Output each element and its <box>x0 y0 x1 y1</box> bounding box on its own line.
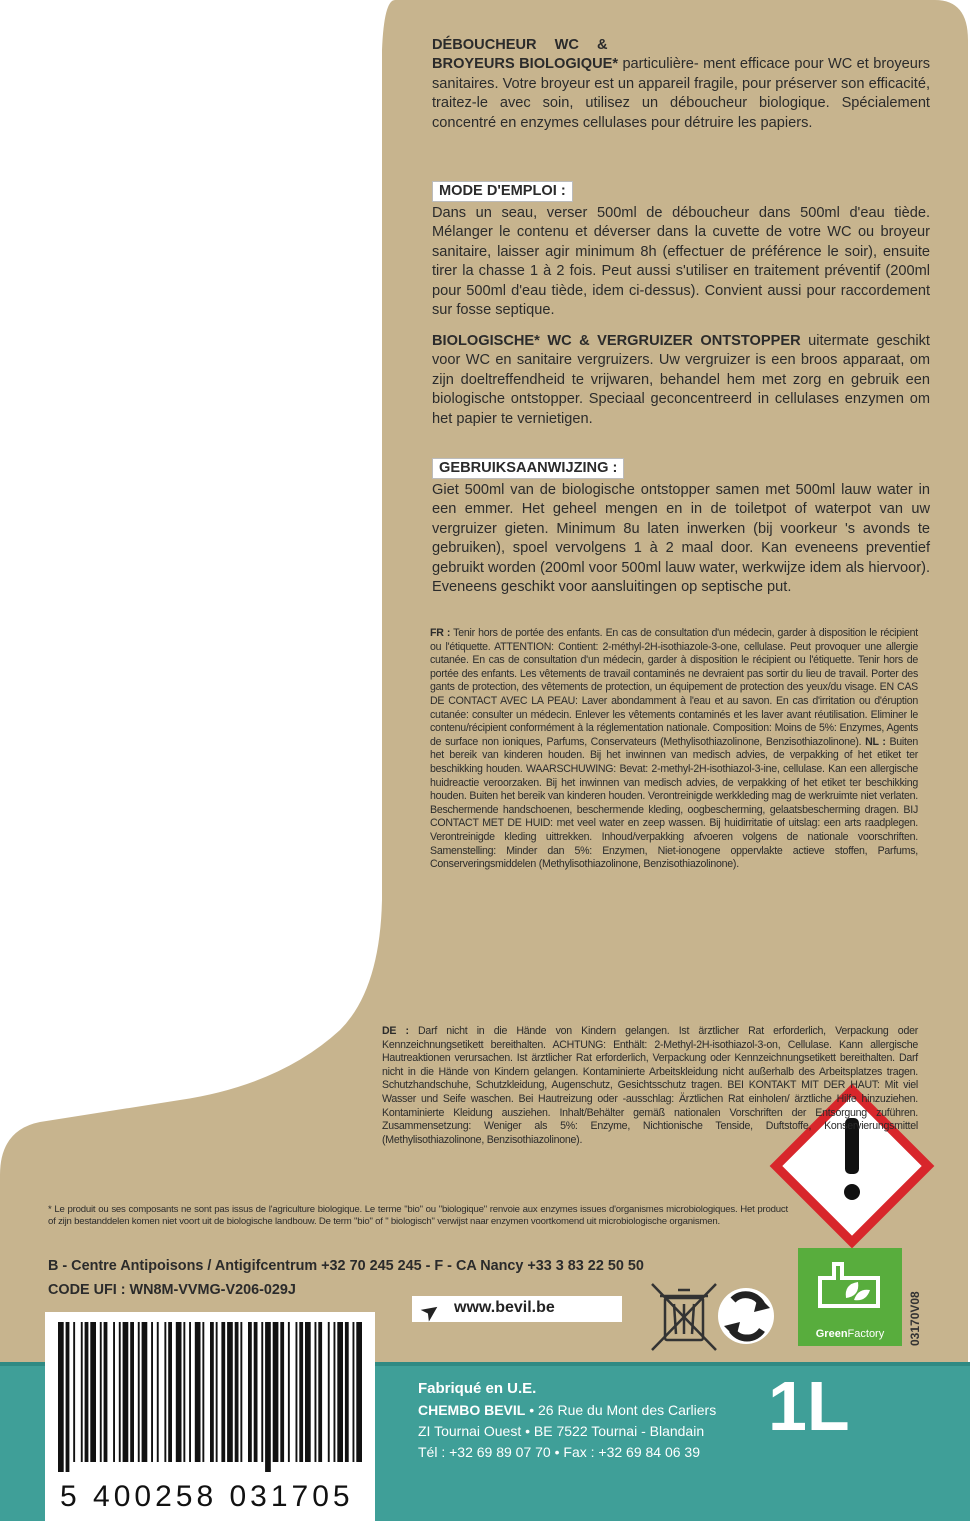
website-link[interactable] <box>412 1296 622 1326</box>
fr-safety-text: Tenir hors de portée des enfants. En cas de consultation d'un médecin, garder à disposition le récipient ou l'étiquette. ATTENTION: Contient: 2-méthyl-2H-isothiazole-3-one, cellulase. Peut provoquer une allergie cutanée. En cas de consultation d'un médecin, garder à disposition le récipient ou l'étiquette. Tenir hors de portée des enfants. Les vêtements de travail contaminés ne devraient pas sortir du lieu de travail. Porter des gants de protection, des vêtements de protection, un équipement de protection des yeux/du visage. EN CAS DE CONTACT AVEC LA PEAU: Laver abondamment à l'eau et au savon. En cas d'irritation ou d'éruption cutanée: consulter un médecin. Enlever les vêtements contaminés et les laver avant réutilisation. Eliminer le contenu/récipient conformément à la réglementation nationale. Composition: Moins de 5%: Enzymes, Agents de surface non ioniques, Parfums, Conservateurs (Methylisothiazolinone, Benzisothiazolinone). <box>430 627 918 748</box>
barcode-bar <box>353 1322 355 1462</box>
barcode-bar <box>119 1322 121 1462</box>
barcode-bar <box>210 1322 214 1462</box>
barcode-bar <box>337 1322 343 1462</box>
nl-product-title: BIOLOGISCHE* WC & VERGRUIZER ONTSTOPPER <box>432 333 801 349</box>
made-in-eu: Fabriqué en U.E. <box>418 1380 537 1397</box>
bio-footnote: * Le produit ou ses composants ne sont pas issus de l'agriculture biologique. Le terme "bio" ou "biologique" renvoie aux enzymes issues d'organismes microbiologiques. Het product of zijn bestanddelen komen niet voort uit de biologische landbouw. De term "bio" of " biologisch" verwijst naar enzymen voortkomend uit microbiologische organismen. <box>48 1204 788 1227</box>
nl-safety-text: Buiten het bereik van kinderen houden. Bij het inwinnen van medisch advies, de verpakking of het etiket ter beschikking houden. WAARSCHUWING: Bevat: 2-methyl-2H-isothiazol-3-ine, cellulase. Kan een allergische huidreactie veroorzaken. Bij het inwinnen van medisch advies, de verpakking of het etiket ter beschikking houden. Buiten het bereik van kinderen houden. Verontreinigde werkkleding mag de werkruimte niet verlaten. Beschermende handschoenen, beschermende kleding, oogbescherming, gelaatsbescherming dragen. BIJ CONTACT MET DE HUID: met veel water en zeep wassen. Bij huidirritatie of uitslag: een arts raadplegen. Verontreinigde kleding uittrekken. Inhoud/verpakking afvoeren volgens de nationale voorschriften. Samenstelling: Minder dan 5%: Enzymen, Niet-ionogene oppervlakte actieve stoffen, Parfums, Conserveringsmiddelen (Methylisothiazolinone, Benzisothiazolinone). <box>430 735 918 871</box>
barcode-bar <box>66 1322 70 1472</box>
batch-code: 03170V08 <box>908 1291 922 1346</box>
barcode-bar <box>216 1322 218 1462</box>
barcode-bar <box>248 1322 252 1462</box>
barcode-bar <box>104 1322 108 1462</box>
fr-intro-body: ment efficace pour WC et broyeurs sanitaires. Votre broyeur est un appareil fragile, pour préserver son efficacité, traitez-le avec soin, utilisez un déboucheur biologique. Spécialement concentré en enzymes cellulases pour détruire les papiers. <box>432 56 931 131</box>
barcode-bar <box>265 1322 271 1472</box>
barcode-bar <box>58 1322 64 1472</box>
ufi-code: CODE UFI : WN8M-VVMG-V206-029J <box>48 1282 296 1298</box>
barcode-bar <box>202 1322 204 1462</box>
barcode-bar <box>235 1322 239 1462</box>
barcode-bar <box>356 1322 362 1462</box>
fr-product-title-2: BROYEURS BIOLOGIQUE* <box>432 56 619 73</box>
green-factory-logo: GreenFactory <box>798 1248 902 1346</box>
barcode-bar <box>328 1322 330 1462</box>
barcode-bar <box>288 1322 290 1462</box>
barcode-bar <box>240 1322 242 1462</box>
barcode-bar <box>157 1322 159 1462</box>
barcode <box>58 1322 362 1472</box>
website-text[interactable]: www.bevil.be <box>454 1299 555 1316</box>
fr-safety-tag: FR : <box>430 627 451 639</box>
barcode-digits: 5 400258 031705 <box>60 1480 354 1513</box>
barcode-bar <box>142 1322 148 1462</box>
nl-safety-tag: NL : <box>865 735 886 748</box>
fr-intro <box>432 36 930 133</box>
nl-mode-body: Giet 500ml van de biologische ontstopper samen met 500ml lauw water in een emmer. Het geheel mengen en in de toiletpot of waterpot van uw vergruizer gieten. Minimum 8u laten inwerken (bij voorkeur 's avonds te gebruiken), spoel vervolgens 1 à 2 maal door. Kan eveneens preventief gebruikt worden (200ml voor 500ml lauw water, werkwijze idem als hiervoor). Eveneens geschikt voor aansluitingen op septische put. <box>432 482 930 596</box>
barcode-bar <box>168 1322 172 1462</box>
factory-leaf-icon <box>798 1248 902 1318</box>
safety-text <box>430 627 918 872</box>
barcode-bar <box>164 1322 166 1462</box>
fr-mode-heading: MODE D'EMPLOI : <box>432 181 573 202</box>
nl-intro <box>432 332 930 429</box>
barcode-bar <box>151 1322 153 1462</box>
barcode-bar <box>221 1322 225 1462</box>
fr-mode-section <box>432 180 930 320</box>
de-safety-text: Darf nicht in die Hände von Kindern gelangen. Ist ärztlicher Rat erforderlich, Verpackung oder Kennzeichnungsetikett bereithalten. ACHTUNG: Enthält: 2-Methyl-2H-isothiazol-3-on, Cellulase. Kann allergische Hautreaktionen verursachen. Ist ärztlicher Rat erforderlich, Verpackung oder Kennzeichnungsetikett bereithalten. Darf nicht in die Hände von Kindern gelangen. Kontaminierte Arbeitskleidung nicht außerhalb des Arbeitsplatzes tragen. Schutzhandschuhe, Schutzkleidung, Augenschutz, Gesichtsschutz tragen. BEI KONTAKT MIT DER HAUT: Mit viel Wasser und Seife waschen. Bei Hautreizung oder -ausschlag: Ärztlichen Rat einholen/ ärztliche Hilfe hinzuziehen. Kontaminierte Kleidung ausziehen. Inhalt/Behälter gemäß nationalen Vorschriften der Entsorgung zuführen. Zusammensetzung: Weniger als 5%: Enzyme, Nichtionische Tenside, Duftstoffe, Konservierungsmittel (Methylisothiazolinone, Benzisothiazolinone). <box>382 1025 919 1146</box>
fr-product-title-1: DÉBOUCHEUR WC & <box>432 37 608 53</box>
nl-mode-heading: GEBRUIKSAANWIJZING : <box>432 458 624 479</box>
volume-label: 1L <box>768 1367 850 1445</box>
barcode-bar <box>305 1322 311 1462</box>
barcode-bar <box>130 1322 134 1462</box>
barcode-bar <box>299 1322 303 1462</box>
address-line-2: ZI Tournai Ouest • BE 7522 Tournai - Blandain <box>418 1423 705 1439</box>
barcode-bar <box>315 1322 317 1462</box>
barcode-bar <box>90 1322 96 1462</box>
fr-intro-lead: particulière- <box>622 56 699 73</box>
barcode-bar <box>73 1322 75 1462</box>
barcode-bar <box>296 1322 298 1462</box>
barcode-bar <box>85 1322 89 1462</box>
de-safety-tag: DE : <box>382 1025 409 1037</box>
manufacturer-info <box>418 1378 716 1463</box>
barcode-bar <box>138 1322 140 1462</box>
barcode-bar <box>195 1322 201 1462</box>
arrow-icon: ➤ <box>417 1298 444 1326</box>
barcode-bar <box>123 1322 129 1462</box>
barcode-bar <box>227 1322 233 1462</box>
barcode-bar <box>81 1322 83 1462</box>
company-name: CHEMBO BEVIL <box>418 1402 526 1418</box>
de-safety-block <box>142 1025 918 1147</box>
barcode-bar <box>280 1322 284 1462</box>
phone-fax: Tél : +32 69 89 07 70 • Fax : +32 69 84 06 39 <box>418 1444 700 1460</box>
nl-mode-section <box>432 457 930 597</box>
barcode-bar <box>113 1322 115 1462</box>
barcode-bar <box>254 1322 258 1462</box>
barcode-bar <box>318 1322 322 1462</box>
barcode-bar <box>345 1322 349 1462</box>
address-line-1: • 26 Rue du Mont des Carliers <box>525 1402 717 1418</box>
fr-mode-body: Dans un seau, verser 500ml de déboucheur dans 500ml d'eau tiède. Mélanger le contenu et déverser dans la cuvette de votre WC ou broyeur sanitaire, laisser agir minimum 8h (effectuer de préférence le soir), ensuite tirer la chasse 1 à 2 fois. Peut aussi s'utiliser en traitement préventif (200ml pour 500ml d'eau tiède, idem ci-dessus). Convient aussi pour raccordement sur fosse septique. <box>432 205 930 319</box>
barcode-bar <box>261 1322 263 1462</box>
barcode-bar <box>100 1322 102 1462</box>
barcode-bar <box>273 1322 279 1462</box>
nl-intro-body: uitermate geschikt voor WC en sanitaire vergruizers. Uw vergruizer is een broos apparaat, om zijn doeltreffendheid te vrijwaren, behandel hem met zorg en gebruik een biologische ontstopper. Speciaal geconcentreerd in cellulases enzymen om het papier te vernietigen. <box>432 333 930 427</box>
barcode-bar <box>176 1322 182 1462</box>
barcode-bar <box>183 1322 185 1462</box>
barcode-bar <box>334 1322 336 1462</box>
recycle-icon <box>718 1288 774 1344</box>
barcode-bar <box>189 1322 191 1462</box>
poison-centre-line: B - Centre Antipoisons / Antigifcentrum +32 70 245 245 - F - CA Nancy +33 3 83 22 50 50 <box>48 1258 644 1274</box>
